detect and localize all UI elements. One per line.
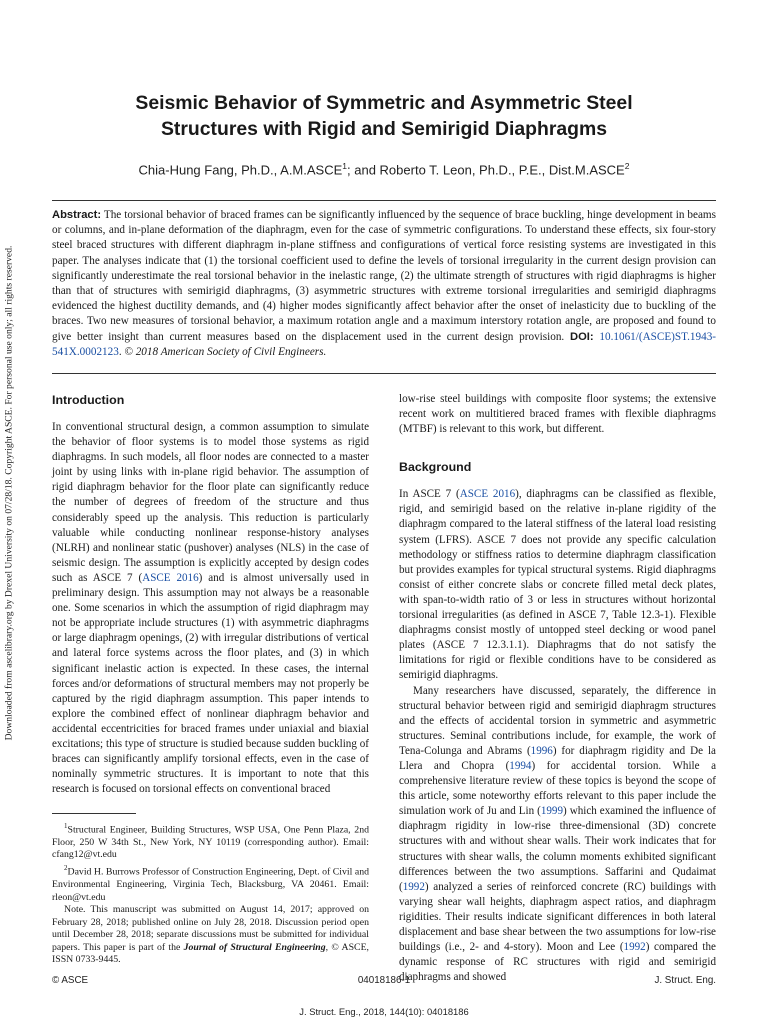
abstract: Abstract: The torsional behavior of braced frames can be significantly influenced by the sequence of brace buckling, hinge development in beams or columns, and in-plane deformation of the diaphragm, even for the case of symmetric configurations. To understand these effects, six four-story steel braced structures with different diaphragm in-plane stiffness and configurations of vertical force resisting systems are investigated in this paper. The analyses indicate that (1) the torsional coefficient used to define the levels of torsional irregularity in the current design provision can significantly underestimate the real torsional behavior in the inelastic range, (2) the ultimate strength of structures with rigid diaphragms is higher than that of structures with semirigid diaphragms, (3) asymmetric structures with extreme torsional irregularities and semirigid diaphragms evidenced the highest ductility demands, and (4) higher modes significantly affect behavior after the onset of inelasticity due to buckling of the braces. Two new measures of torsional behavior, a maximum rotation angle and a maximum interstory rotation angle, are proposed and found to give better insight than current measures based on the displacement used in the current design provision. DOI: 10.1061/(ASCE)ST.1943-541X.0002123. © 2018 American Society of Civil Engineers. bbox=[52, 209, 717, 358]
introduction-paragraph bbox=[52, 420, 369, 797]
abstract-top-rule bbox=[52, 200, 716, 201]
footnote-2-text: David H. Burrows Professor of Construction Engineering, Dept. of Civil and Environmental Engineering, Virginia Tech, Blacksburg, VA 20461. Email: rleon@vt.edu bbox=[52, 866, 369, 903]
doi-link[interactable]: 10.1061/(ASCE)ST.1943-541X.0002123 bbox=[52, 330, 717, 358]
ref-asce-2016[interactable]: ASCE 2016 bbox=[142, 571, 199, 584]
footer-copyright: © ASCE bbox=[52, 975, 89, 986]
ref-tena-colunga-1996[interactable]: 1996 bbox=[530, 744, 553, 757]
footnote-1-text: Structural Engineer, Building Structures, WSP USA, One Penn Plaza, 2nd Floor, 250 W 34th St., New York, NY 10119 (corresponding author). Email: cfang12@vt.edu bbox=[52, 824, 369, 861]
bg1-text-a: In ASCE 7 ( bbox=[399, 488, 460, 501]
bg1-text-b: ), diaphragms can be classified as flexible, rigid, and semirigid based on the relative in-plane rigidity of the diaphragm compared to the lateral stiffness of the lateral load resisting system (LFRS). ASCE 7 does not provide any specific calculation methodology or stiffness ratios to determine diaphragm classification but provides examples for typical structural systems. Rigid diaphragms consist of either concrete slabs or concrete filled metal deck plates, with span-to-width ratio of 3 or less in structures without horizontal torsional irregularities (as defined in ASCE 7, Table 12.3-1). Flexible diaphragms consist mostly of untopped steel decking or wood panel plates (ASCE 7 12.3.1.1). Diaphragms that do not satisfy the limitations for rigid or flexible conditions have to be considered as semirigid diaphragms. bbox=[399, 488, 716, 682]
background-paragraph-2 bbox=[399, 684, 716, 986]
page-footer bbox=[52, 975, 716, 989]
author-2-affil: 2 bbox=[624, 161, 630, 171]
introduction-heading: Introduction bbox=[52, 393, 125, 407]
bg2-text-f: ) compared the dynamic response of RC structures with rigid and semirigid diaphragms and showed bbox=[399, 941, 716, 984]
footnotes bbox=[52, 813, 369, 967]
right-column bbox=[399, 392, 716, 985]
ref-moon-lee-1992[interactable]: 1992 bbox=[623, 941, 646, 954]
ref-asce-2016-b[interactable]: ASCE 2016 bbox=[459, 488, 516, 501]
ref-ju-lin-1999[interactable]: 1999 bbox=[540, 805, 564, 818]
footnote-1-marker: 1 bbox=[64, 822, 68, 830]
footnote-2 bbox=[52, 862, 369, 904]
download-notice bbox=[2, 228, 16, 758]
background-paragraph-1 bbox=[399, 487, 716, 683]
ref-de-la-llera-1994[interactable]: 1994 bbox=[509, 759, 532, 772]
footnote-1 bbox=[52, 820, 369, 862]
copyright-notice: © 2018 American Society of Civil Engineers. bbox=[124, 345, 327, 358]
author-1: Chia-Hung Fang, Ph.D., A.M.ASCE bbox=[138, 162, 343, 178]
introduction-continued: low-rise steel buildings with composite floor systems; the extensive recent work on multitiered braced frames with flexible diaphragms (MTBF) is relevant to this work, but different. bbox=[399, 393, 716, 436]
author-line bbox=[52, 157, 716, 179]
citation-line: J. Struct. Eng., 2018, 144(10): 04018186 bbox=[299, 1006, 469, 1017]
bg2-text-b: ) for diaphragm rigidity and De la Llera and Chopra ( bbox=[399, 744, 716, 772]
intro-text-a: In conventional structural design, a common assumption to simulate the behavior of floor systems is to model those systems as rigid diaphragms. In such models, all floor nodes are connected to a master joint by using links with in-plane rigid behavior. The assumption of rigid diaphragm behavior for the floor plate can significantly reduce the number of degrees of freedom of the structure and thus considerably speed up the analysis. This reduction is particularly valuable while conducting nonlinear response-history analyses (NLRH) and nonlinear static (pushover) analyses (NLS) in the case of seismic design. The assumption is explicitly accepted by design codes such as ASCE 7 ( bbox=[52, 421, 369, 584]
intro-text-b: ) and is almost universally used in preliminary design. This assumption may not always be a reasonable one. Some scenarios in which the assumption of rigid diaphragm may not be appropriate include structures (1) with asymmetric diaphragms or large diaphragm openings, (2) with irregular distributions of vertical and lateral force systems across the floor plates, and (3) in which significant inelastic action is expected. In these cases, the internal forces and/or deformations of structural members may not properly be captured by the rigid diaphragm assumption. This paper intends to explore the combined effect of nonlinear diaphragm behavior and accidental eccentricities for braced frames under uniaxial and biaxial excitations; this type of structure is studied because sudden buckling of braces can significantly amplify torsional effects, even in the case of nominally symmetric structures. It is important to note that this research is focused on torsional effects on conventional braced bbox=[52, 571, 370, 796]
bg2-text-a: Many researchers have discussed, separately, the difference in structural behavior between rigid and semirigid diaphragm structures and the effects of accidental torsion in symmetric and asymmetric structures. Seminal contributions include, for example, the work of Tena-Colunga and Abrams ( bbox=[399, 684, 716, 757]
bg2-text-d: ) which examined the influence of diaphragm rigidity in low-rise three-dimensional (3D) concrete structures with and without shear walls. Their work indicates that for structures with shear walls, the column moments exhibited significant differences between the two assumptions. Saffarini and Qudaimat ( bbox=[399, 805, 716, 893]
note-text-b: , © ASCE, ISSN 0733-9445. bbox=[52, 941, 370, 966]
note-text-a: Note. This manuscript was submitted on August 14, 2017; approved on February 28, 2018; published online on July 28, 2018. Discussion period open until December 28, 2018; separate discussions must be submitted for individual papers. This paper is part of the bbox=[52, 904, 369, 953]
bg2-text-c: ) for accidental torsion. While a comprehensive literature review of these topics is beyond the scope of this article, some noteworthy efforts relevant to this paper include the simulation work of Ju and Lin ( bbox=[399, 759, 716, 818]
footer-journal: J. Struct. Eng. bbox=[654, 975, 716, 986]
author-2: Roberto T. Leon, Ph.D., P.E., Dist.M.ASCE bbox=[379, 162, 625, 178]
footnote-rule bbox=[52, 813, 136, 814]
author-separator: ; and bbox=[347, 162, 380, 178]
download-notice-text: Downloaded from ascelibrary.org by Drexel University on 07/28/18. Copyright ASCE. For personal use only; all rights reserved. bbox=[3, 245, 15, 741]
author-1-affil: 1 bbox=[342, 161, 348, 171]
background-heading: Background bbox=[399, 460, 472, 475]
submission-note bbox=[52, 904, 369, 967]
title-line-2: Structures with Rigid and Semirigid Diaphragms bbox=[160, 118, 608, 140]
title-line-1: Seismic Behavior of Symmetric and Asymmetric Steel bbox=[135, 92, 633, 114]
abstract-bottom-rule bbox=[52, 373, 716, 374]
ref-saffarini-1992[interactable]: 1992 bbox=[402, 880, 425, 893]
bg2-text-e: ) analyzed a series of reinforced concrete (RC) buildings with varying shear wall heights, diaphragm aspect ratios, and diaphragm rigidities. Their results indicate significant differences in both lateral displacement and base shear between the two assumptions for low-rise buildings (i.e., 2- and 4-story). Moon and Lee ( bbox=[399, 880, 716, 954]
abstract-text: The torsional behavior of braced frames can be significantly influenced by the sequence of brace buckling, hinge development in beams or columns, and in-plane deformation of the diaphragm, even for the case of symmetric configurations. To understand these effects, six four-story steel braced structures with different diaphragm in-plane stiffness and configurations of vertical force resisting systems are investigated in this paper. The analyses indicate that (1) the torsional coefficient used to define the levels of torsional irregularity in the current design provision can significantly underestimate the real torsional behavior in the inelastic range, (2) the ultimate strength of structures with rigid diaphragms is higher than that of structures with semirigid diaphragms, (3) asymmetric structures with extreme torsional irregularities and semirigid diaphragms evidenced the highest ductility demands, and (4) higher modes significantly affect behavior after the onset of inelasticity due to buckling of the braces. Two new measures of torsional behavior, a maximum rotation angle and a maximum interstory rotation angle, are proposed and found to give better insight than current measures based on the displacement used in the current design provision. bbox=[52, 209, 716, 343]
abstract-label: Abstract: bbox=[52, 209, 102, 221]
footnote-2-marker: 2 bbox=[64, 864, 68, 873]
journal-name: Journal of Structural Engineering bbox=[183, 941, 326, 953]
paper-title bbox=[52, 90, 716, 142]
doi-label: DOI: bbox=[570, 330, 594, 343]
left-column bbox=[52, 392, 369, 797]
footer-page-id: 04018186-1 bbox=[357, 975, 411, 986]
